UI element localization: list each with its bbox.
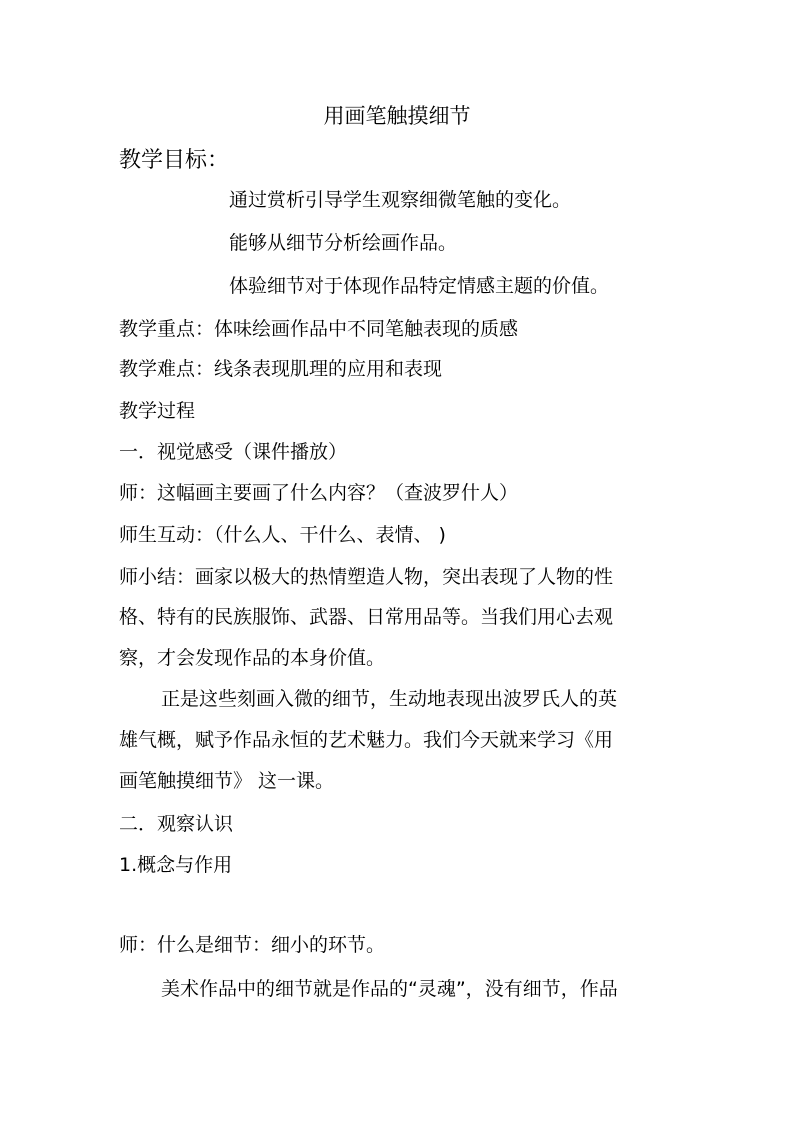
paragraph-line: 雄气概，赋予作品永恒的艺术魅力。我们今天就来学习《用 [119,729,614,751]
difficulty: 教学难点：线条表现肌理的应用和表现 [119,358,443,380]
summary-line: 格、特有的民族服饰、武器、日常用品等。当我们用心去观 [119,606,614,628]
interaction-line: 师生互动：（什么人、干什么、表情、 ) [119,524,446,546]
summary-line: 师小结：画家以极大的热情塑造人物，突出表现了人物的性 [119,566,614,588]
objective-item: 能够从细节分析绘画作品。 [229,232,458,254]
objective-item: 体验细节对于体现作品特定情感主题的价值。 [229,275,610,297]
detail-definition: 师：什么是细节：细小的环节。 [119,934,386,956]
paragraph-line: 画笔触摸细节》 这一课。 [119,770,335,792]
document-title: 用画笔触摸细节 [323,104,471,128]
paragraph-line: 正是这些刻画入微的细节，生动地表现出波罗氏人的英 [161,688,618,710]
process-heading: 教学过程 [119,400,196,422]
teacher-question: 师：这幅画主要画了什么内容？（查波罗什人） [119,482,519,504]
objective-item: 通过赏析引导学生观察细微笔触的变化。 [229,189,572,211]
summary-line: 察，才会发现作品的本身价值。 [119,647,386,669]
subsection-heading: 1.概念与作用 [119,854,233,876]
key-point: 教学重点：体味绘画作品中不同笔触表现的质感 [119,318,519,340]
objectives-heading: 教学目标： [119,148,230,173]
paragraph-line: 美术作品中的细节就是作品的“灵魂”，没有细节，作品 [161,978,618,1000]
section1-heading: 一．视觉感受（课件播放） [119,441,348,463]
section2-heading: 二．观察认识 [119,813,234,835]
